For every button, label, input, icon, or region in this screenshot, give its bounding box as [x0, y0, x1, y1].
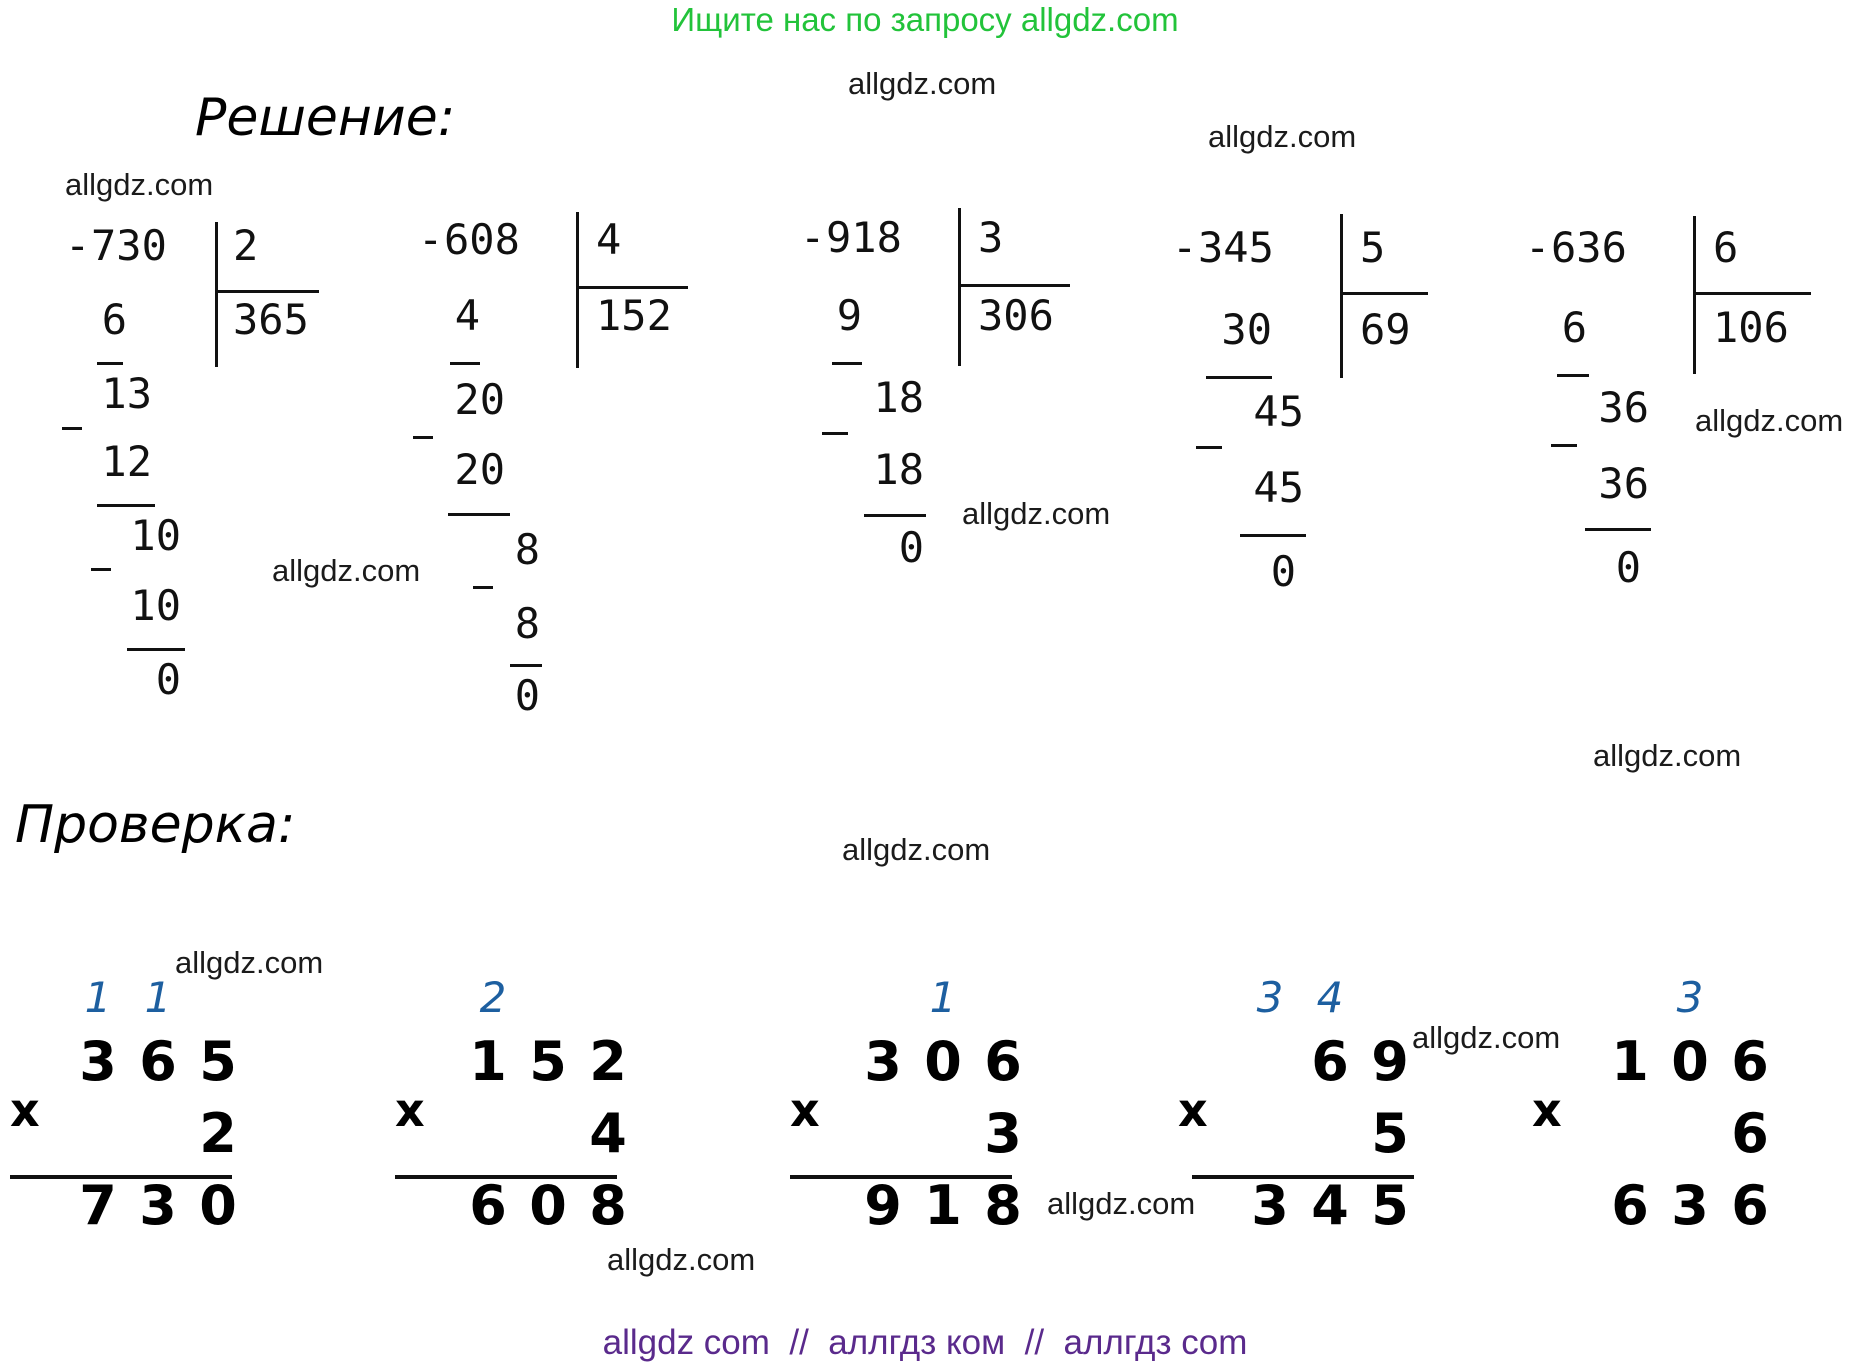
divisor-underline: [1340, 292, 1428, 295]
product-row: [790, 1174, 1030, 1238]
minus-sign: -: [1172, 223, 1198, 272]
result-line: [1585, 528, 1651, 531]
subtrahend: 36: [1598, 459, 1649, 508]
digit: 5: [529, 1030, 567, 1093]
multiplier-row: [395, 1102, 635, 1166]
minus-line: [1557, 374, 1589, 377]
digit: 5: [1371, 1102, 1409, 1165]
carry-digit: 3: [1256, 973, 1284, 1022]
minus-sign: -: [1525, 223, 1551, 272]
digit: 6: [1731, 1174, 1769, 1237]
minus-line: [97, 362, 123, 365]
divisor-underline: [215, 290, 319, 293]
carry-row: [1532, 970, 1772, 1026]
digit: 2: [199, 1102, 237, 1165]
digit: 3: [79, 1030, 117, 1093]
carry-digit: 1: [929, 973, 957, 1022]
multiplication-check: [1178, 970, 1418, 1237]
result-line: [1240, 534, 1306, 537]
watermark: allgdz.com: [65, 167, 214, 202]
remainder: 20: [454, 375, 505, 424]
division-bar: [1340, 214, 1343, 378]
digit: 6: [1731, 1030, 1769, 1093]
times-sign: x: [1532, 1083, 1562, 1137]
divisor-underline: [576, 286, 688, 289]
solution-heading: Решение:: [195, 88, 456, 148]
carry-digit: 4: [1316, 973, 1344, 1022]
subtrahend: 9: [836, 291, 862, 340]
remainder: 8: [514, 525, 540, 574]
divisor: 4: [596, 215, 622, 264]
digit: 0: [1671, 1030, 1709, 1093]
remainder: 36: [1598, 383, 1649, 432]
check-heading: Проверка:: [15, 795, 296, 855]
times-sign: x: [395, 1083, 425, 1137]
minus-line: [832, 362, 862, 365]
watermark: allgdz.com: [1593, 738, 1742, 773]
digit: 1: [469, 1030, 507, 1093]
subtrahend: 4: [454, 291, 480, 340]
minus-sign: -: [800, 213, 826, 262]
digit: 2: [589, 1030, 627, 1093]
carry-row: [395, 970, 635, 1026]
carry-row: [1178, 970, 1418, 1026]
digit: 0: [529, 1174, 567, 1237]
product-row: [1178, 1174, 1418, 1238]
subtrahend: 18: [873, 445, 924, 494]
remainder: 13: [101, 369, 152, 418]
minus-line: [1206, 376, 1272, 379]
divisor: 5: [1360, 223, 1386, 272]
digit: 5: [199, 1030, 237, 1093]
watermark: allgdz.com: [1208, 119, 1357, 154]
divisor-underline: [1693, 292, 1811, 295]
digit: 1: [924, 1174, 962, 1237]
carry-row: [10, 970, 250, 1026]
multiplication-check: [395, 970, 635, 1237]
digit: 6: [1611, 1174, 1649, 1237]
minus-sign-line: [1551, 444, 1577, 447]
result-line: [510, 664, 542, 667]
carry-digit: 1: [144, 973, 172, 1022]
final-remainder: 0: [898, 523, 924, 572]
division-bar: [958, 208, 961, 366]
minus-sign-line: [473, 586, 493, 589]
digit: 0: [199, 1174, 237, 1237]
final-remainder: 0: [1615, 543, 1641, 592]
result-line: [864, 514, 926, 517]
multiplication-check: [1532, 970, 1772, 1237]
minus-sign: -: [418, 215, 444, 264]
carry-digit: 3: [1676, 973, 1704, 1022]
multiplier-row: [1532, 1102, 1772, 1166]
remainder: 45: [1253, 387, 1304, 436]
digit: 3: [139, 1174, 177, 1237]
remainder: 18: [873, 373, 924, 422]
product-row: [395, 1174, 635, 1238]
minus-sign-line: [91, 568, 111, 571]
digit: 9: [864, 1174, 902, 1237]
division-bar: [215, 222, 218, 367]
carry-digit: 1: [84, 973, 112, 1022]
final-remainder: 0: [514, 671, 540, 720]
minus-line: [450, 362, 480, 365]
watermark: allgdz.com: [848, 66, 997, 101]
dividend: 608: [444, 215, 520, 264]
result-line: [448, 513, 510, 516]
product-row: [10, 1174, 250, 1238]
subtrahend: 30: [1221, 305, 1272, 354]
quotient: 152: [596, 291, 672, 340]
digit: 3: [1671, 1174, 1709, 1237]
minus-sign-line: [1196, 446, 1222, 449]
quotient: 365: [233, 295, 309, 344]
subtrahend: 8: [514, 599, 540, 648]
subtrahend: 12: [101, 437, 152, 486]
times-sign: x: [10, 1083, 40, 1137]
digit: 8: [984, 1174, 1022, 1237]
times-sign: x: [790, 1083, 820, 1137]
subtrahend: 10: [130, 581, 181, 630]
watermark: allgdz.com: [607, 1242, 756, 1277]
digit: 6: [1731, 1102, 1769, 1165]
watermark: allgdz.com: [1695, 403, 1844, 438]
divisor: 3: [978, 213, 1004, 262]
dividend: 345: [1198, 223, 1274, 272]
watermark: allgdz.com: [962, 496, 1111, 531]
digit: 6: [469, 1174, 507, 1237]
multiplier-row: [10, 1102, 250, 1166]
carry-row: [790, 970, 1030, 1026]
digit: 5: [1371, 1174, 1409, 1237]
dividend: 918: [826, 213, 902, 262]
final-remainder: 0: [1270, 547, 1296, 596]
multiplier-row: [790, 1102, 1030, 1166]
digit: 6: [1311, 1030, 1349, 1093]
carry-digit: 2: [479, 973, 507, 1022]
digit: 4: [589, 1102, 627, 1165]
dividend: 636: [1551, 223, 1627, 272]
result-line: [127, 648, 185, 651]
times-sign: x: [1178, 1083, 1208, 1137]
minus-sign-line: [62, 427, 82, 430]
digit: 0: [924, 1030, 962, 1093]
watermark: allgdz.com: [175, 945, 324, 980]
remainder: 10: [130, 511, 181, 560]
subtrahend: 6: [101, 295, 127, 344]
minus-sign-line: [413, 436, 433, 439]
final-remainder: 0: [155, 655, 181, 704]
search-banner: Ищите нас по запросу allgdz.com: [671, 1, 1179, 38]
multiplication-check: [790, 970, 1030, 1237]
digit: 6: [139, 1030, 177, 1093]
digit: 7: [79, 1174, 117, 1237]
product-row: [1532, 1174, 1772, 1238]
result-line: [97, 504, 155, 507]
digit: 4: [1311, 1174, 1349, 1237]
multiplier-row: [1178, 1102, 1418, 1166]
subtrahend: 20: [454, 445, 505, 494]
minus-sign-line: [822, 432, 848, 435]
minus-sign: -: [65, 221, 91, 270]
watermark: allgdz.com: [842, 832, 991, 867]
watermark: allgdz.com: [272, 553, 421, 588]
footer-caption: allgdz com // аллгдз ком // аллгдз com: [602, 1323, 1248, 1362]
digit: 1: [1611, 1030, 1649, 1093]
divisor: 6: [1713, 223, 1739, 272]
division-bar: [1693, 216, 1696, 374]
digit: 6: [984, 1030, 1022, 1093]
digit: 8: [589, 1174, 627, 1237]
divisor-underline: [958, 284, 1070, 287]
digit: 3: [864, 1030, 902, 1093]
digit: 3: [1251, 1174, 1289, 1237]
watermark: allgdz.com: [1412, 1020, 1561, 1055]
digit: 9: [1371, 1030, 1409, 1093]
quotient: 106: [1713, 303, 1789, 352]
watermark: allgdz.com: [1047, 1186, 1196, 1221]
dividend: 730: [91, 221, 167, 270]
subtrahend: 6: [1561, 303, 1587, 352]
divisor: 2: [233, 221, 259, 270]
subtrahend: 45: [1253, 463, 1304, 512]
multiplication-check: [10, 970, 250, 1237]
quotient: 69: [1360, 305, 1411, 354]
division-bar: [576, 212, 579, 368]
quotient: 306: [978, 291, 1054, 340]
digit: 3: [984, 1102, 1022, 1165]
